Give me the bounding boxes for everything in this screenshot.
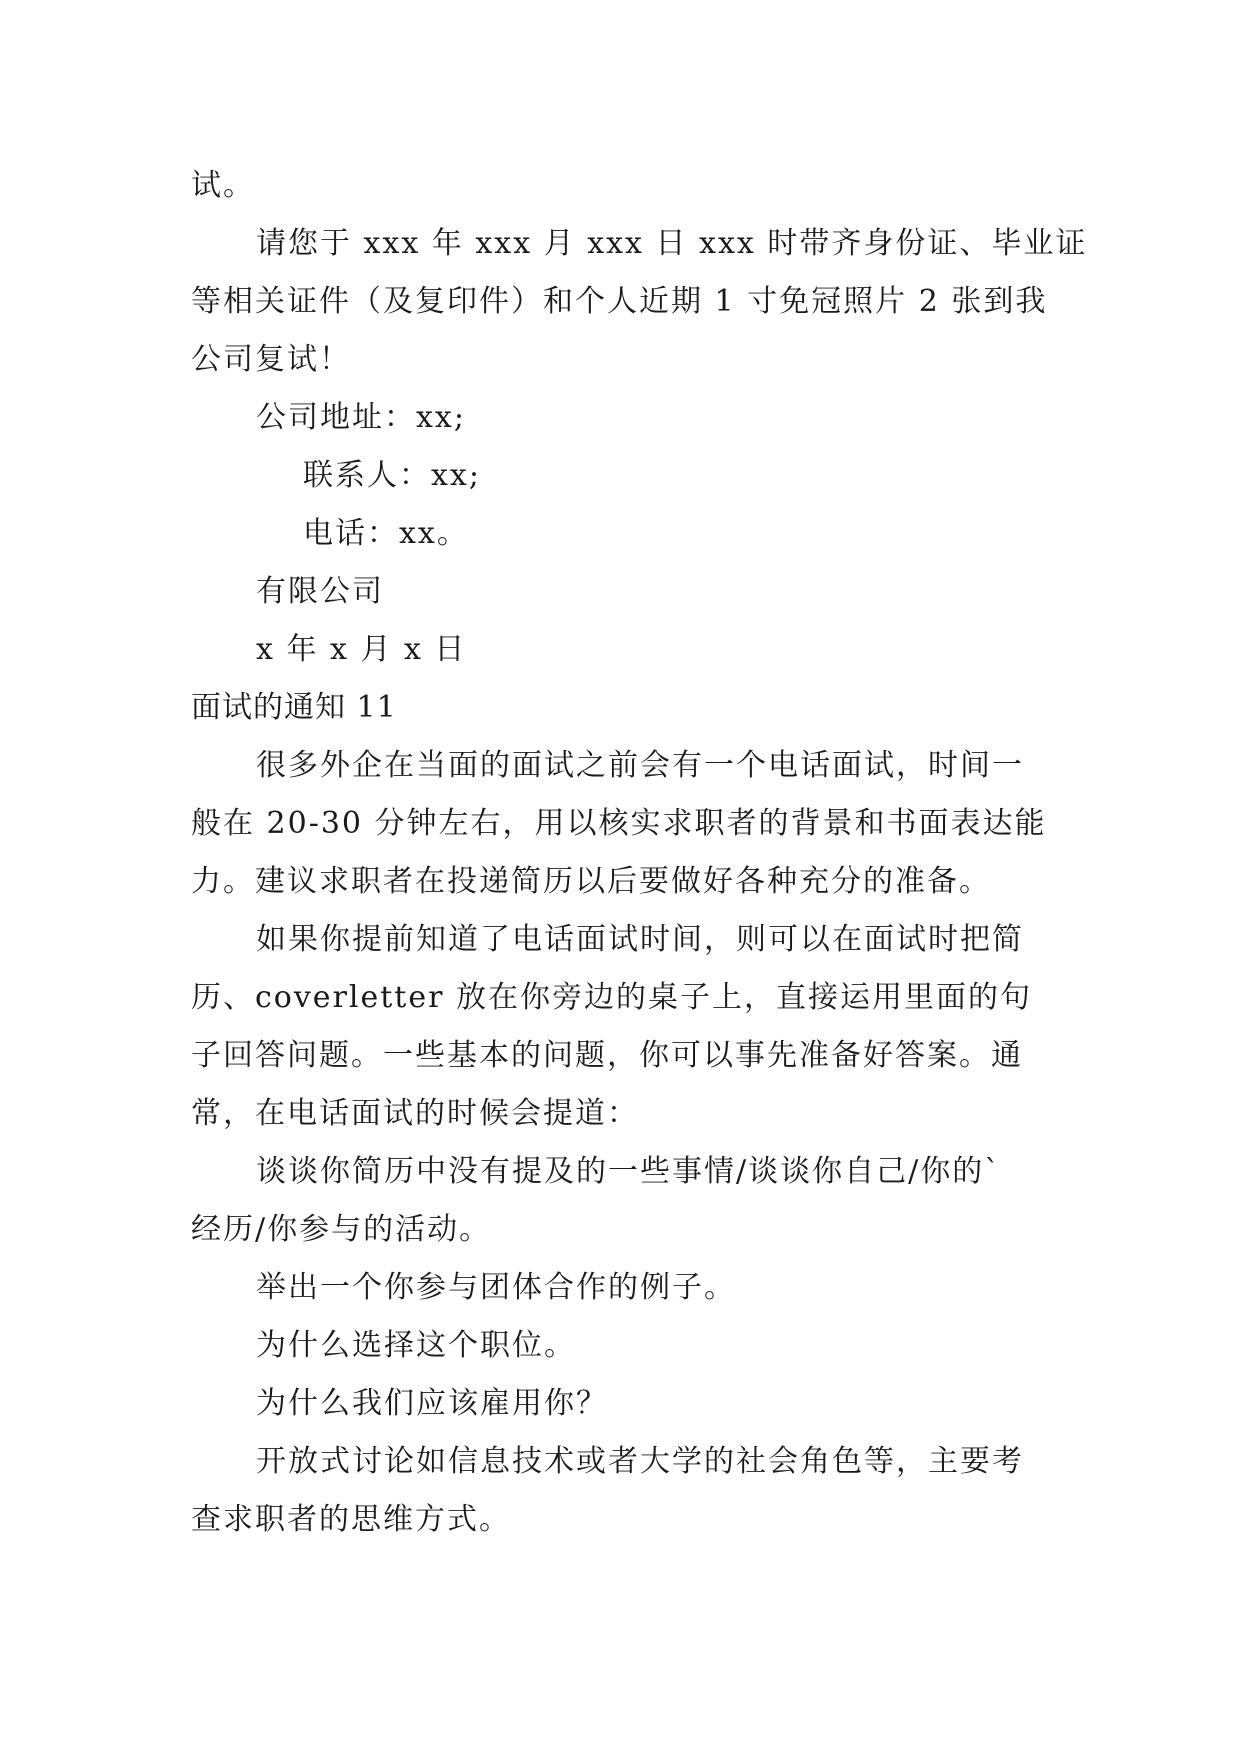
- paragraph-line: 历、coverletter 放在你旁边的桌子上，直接运用里面的句: [191, 980, 1032, 1015]
- paragraph-line: 试。: [191, 168, 255, 203]
- section-heading: 面试的通知 11: [191, 690, 397, 725]
- paragraph-line: 为什么选择这个职位。: [256, 1328, 576, 1363]
- paragraph-line: 为什么我们应该雇用你？: [256, 1386, 608, 1421]
- paragraph-line: 谈谈你简历中没有提及的一些事情/谈谈你自己/你的`: [256, 1154, 1002, 1189]
- paragraph-line: 公司复试！: [191, 342, 351, 377]
- paragraph-line: 请您于 xxx 年 xxx 月 xxx 日 xxx 时带齐身份证、毕业证: [256, 226, 1088, 261]
- paragraph-line: 如果你提前知道了电话面试时间，则可以在面试时把简: [256, 922, 1024, 957]
- date-line: x 年 x 月 x 日: [256, 632, 467, 667]
- phone-line: 电话：xx。: [303, 516, 469, 551]
- paragraph-line: 力。建议求职者在投递简历以后要做好各种充分的准备。: [191, 864, 991, 899]
- paragraph-line: 常，在电话面试的时候会提道：: [191, 1096, 639, 1131]
- paragraph-line: 很多外企在当面的面试之前会有一个电话面试，时间一: [256, 748, 1024, 783]
- paragraph-line: 子回答问题。一些基本的问题，你可以事先准备好答案。通: [191, 1038, 1023, 1073]
- paragraph-line: 开放式讨论如信息技术或者大学的社会角色等，主要考: [256, 1444, 1024, 1479]
- paragraph-line: 般在 20-30 分钟左右，用以核实求职者的背景和书面表达能: [191, 806, 1047, 841]
- paragraph-line: 举出一个你参与团体合作的例子。: [256, 1270, 736, 1305]
- company-signature: 有限公司: [256, 574, 384, 609]
- paragraph-line: 等相关证件（及复印件）和个人近期 1 寸免冠照片 2 张到我: [191, 284, 1048, 319]
- paragraph-line: 查求职者的思维方式。: [191, 1502, 511, 1537]
- contact-person-line: 联系人：xx;: [303, 458, 481, 493]
- company-address-line: 公司地址：xx;: [256, 400, 466, 435]
- paragraph-line: 经历/你参与的活动。: [191, 1212, 492, 1247]
